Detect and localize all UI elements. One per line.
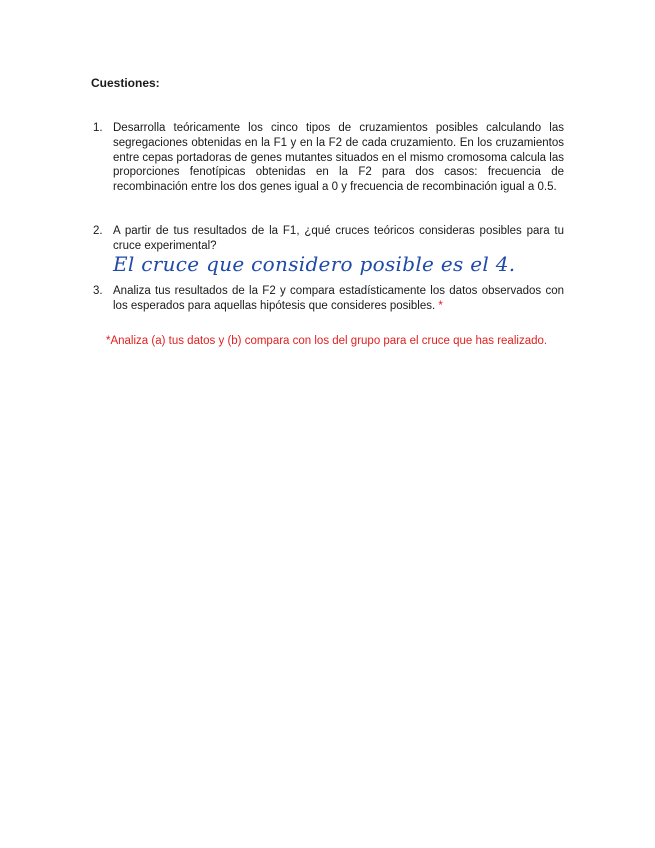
- question-text-body: Analiza tus resultados de la F2 y compara estadísticamente los datos observados con los esperados para aquellas hipótesis que consideres posibles.: [113, 285, 564, 312]
- question-text: [113, 284, 564, 314]
- handwritten-answer-text: El cruce que considero posible es el 4.: [113, 252, 516, 276]
- red-note: *Analiza (a) tus datos y (b) compara con los del grupo para el cruce que has realizado.: [106, 335, 548, 347]
- question-3: [93, 284, 564, 314]
- question-text: A partir de tus resultados de la F1, ¿qué cruces teóricos consideras posibles para tu cruce experimental?: [113, 225, 564, 252]
- question-number: 2.: [93, 225, 103, 237]
- question-number: 1.: [93, 122, 103, 134]
- question-1: [93, 121, 564, 195]
- handwritten-answer: [113, 247, 516, 281]
- question-text: Desarrolla teóricamente los cinco tipos de cruzamientos posibles calculando las segregaciones obtenidas en la F1 y en la F2 de cada cruzamiento. En los cruzamientos entre cepas portadoras de genes mutantes situados en el mismo cromosoma calcula las proporciones fenotípicas obtenidas en la F2 para dos casos: frecuencia de recombinación entre los dos genes igual a 0 y frecuencia de recombinación igual a 0.5.: [113, 122, 564, 194]
- question-number: 3.: [93, 285, 103, 297]
- required-marker: *: [435, 299, 443, 312]
- section-heading: Cuestiones:: [91, 76, 160, 90]
